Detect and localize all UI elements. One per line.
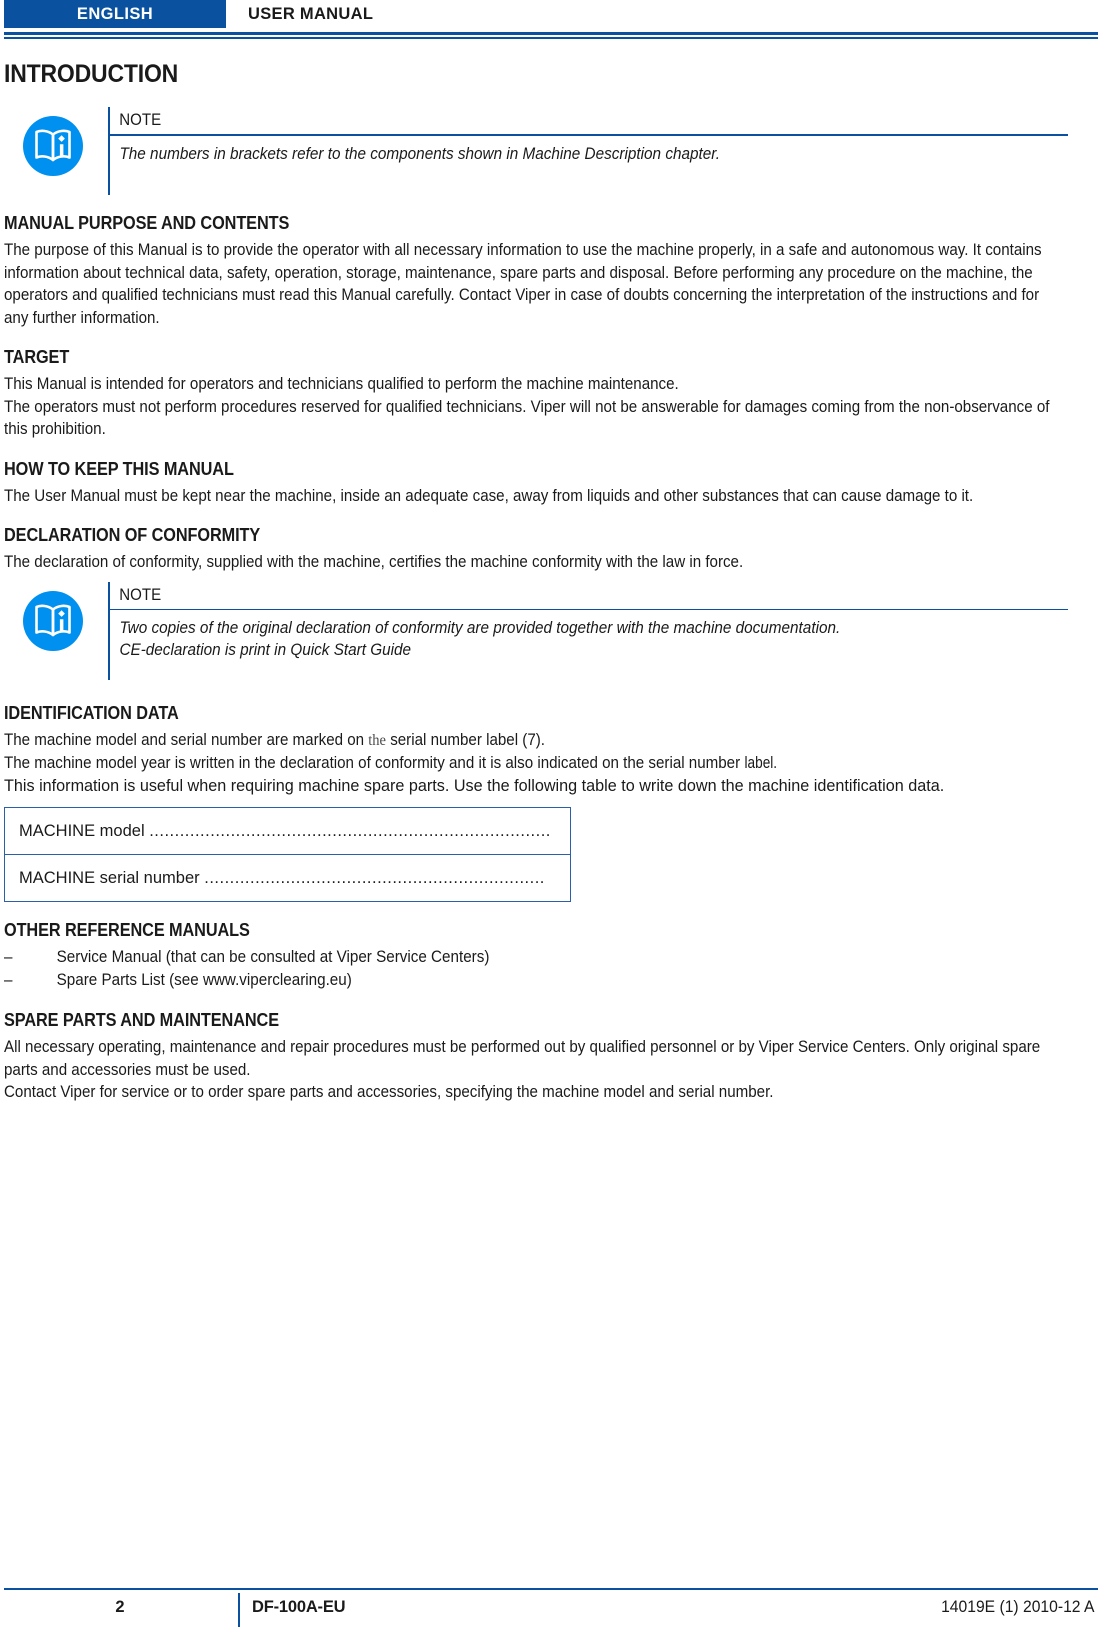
footer-model-code: DF-100A-EU	[252, 1598, 346, 1616]
footer-rule	[4, 1588, 1098, 1590]
header-rule-thin	[4, 37, 1098, 39]
section-heading-how-to-keep: HOW TO KEEP THIS MANUAL	[4, 457, 234, 479]
footer-document-code: 14019E (1) 2010-12 A	[940, 1598, 1094, 1616]
other-reference-manuals-list	[4, 946, 1064, 992]
section-heading-other-reference-manuals: OTHER REFERENCE MANUALS	[4, 919, 250, 940]
note-text-line: CE-declaration is print in Quick Start Guide	[119, 641, 412, 660]
footer-separator	[238, 1593, 240, 1627]
section-heading-manual-purpose: MANUAL PURPOSE AND CONTENTS	[4, 212, 290, 233]
note-label: NOTE	[119, 585, 162, 604]
list-item	[4, 946, 1000, 969]
note-body	[108, 582, 1064, 680]
section-heading-spare-parts-and-maintenance: SPARE PARTS AND MAINTENANCE	[4, 1009, 279, 1030]
page-header	[0, 0, 1102, 28]
footer-page-number: 2	[115, 1598, 125, 1616]
table-cell-dotted-fill: ...............................................................................	[149, 821, 551, 840]
note-text	[110, 136, 1074, 165]
identification-line1-part2: serial number label (7).	[385, 730, 545, 749]
list-dash-marker: –	[4, 948, 13, 966]
note-text-line: The numbers in brackets refer to the components shown in Machine Description chapter.	[119, 144, 721, 163]
section-body-spare-parts-line1: All necessary operating, maintenance and repair procedures must be performed out by qualified personnel or by Viper Service Centers. Only original spare parts and accessories must be used.	[4, 1038, 1041, 1079]
section-body-spare-parts-line2: Contact Viper for service or to order spare parts and accessories, specifying the machine model and serial number.	[4, 1083, 774, 1101]
list-item-label: Service Manual (that can be consulted at Viper Service Centers)	[56, 948, 490, 966]
table-cell-label: MACHINE serial number	[19, 868, 200, 887]
table-row	[5, 808, 571, 855]
page-footer	[4, 1593, 1098, 1627]
note-text	[110, 610, 1074, 661]
table-cell-machine-serial-number[interactable]	[5, 855, 571, 902]
note-callout	[4, 107, 1064, 195]
section-body-target-line1: This Manual is intended for operators and technicians qualified to perform the machine maintenance.	[4, 375, 679, 393]
section-body-target-line2: The operators must not perform procedures reserved for qualified technicians. Viper will not be answerable for damages coming from the non-observance of this prohibition.	[4, 397, 1050, 438]
note-text-line: Two copies of the original declaration of conformity are provided together with the machine documentation.	[119, 619, 841, 638]
section-heading-declaration-of-conformity: DECLARATION OF CONFORMITY	[4, 524, 261, 545]
header-document-type: USER MANUAL	[248, 4, 374, 23]
section-body-manual-purpose: The purpose of this Manual is to provide the operator with all necessary information to use the machine properly, in a safe and autonomous way. It contains information about technical data, safety, operation, storage, maintenance, spare parts and disposal. Before performing any procedure on the machine, the operators and qualified technicians must read this Manual carefully. Contact Viper in case of doubts concerning the interpretation of the instructions and for any further information.	[4, 241, 1042, 327]
list-item-label: Spare Parts List (see www.viperclearing.eu)	[56, 971, 352, 989]
page-content	[4, 60, 1064, 1104]
identification-data-table	[4, 807, 571, 902]
section-body-identification-line1	[4, 729, 1063, 753]
section-heading-target: TARGET	[4, 346, 70, 367]
read-manual-info-icon	[22, 590, 84, 652]
section-heading-identification-data: IDENTIFICATION DATA	[4, 701, 179, 723]
identification-line1-part1: The machine model and serial number are marked on	[4, 730, 369, 749]
table-cell-machine-model[interactable]	[5, 808, 571, 855]
read-manual-info-icon	[22, 115, 84, 177]
section-body-how-to-keep: The User Manual must be kept near the machine, inside an adequate case, away from liquids and other substances that can cause damage to it.	[4, 486, 974, 505]
note-body	[108, 107, 1064, 195]
note-label: NOTE	[119, 111, 162, 129]
page-title: INTRODUCTION	[4, 60, 179, 88]
note-callout	[4, 582, 1064, 680]
table-cell-label: MACHINE model	[19, 821, 145, 840]
identification-line2-label: label.	[744, 754, 777, 772]
table-cell-dotted-fill: ...................................................................	[204, 868, 545, 887]
identification-line1-the: the	[368, 731, 386, 749]
list-item	[4, 969, 1000, 992]
section-body-identification-line2	[4, 752, 1063, 775]
section-body-declaration-of-conformity: The declaration of conformity, supplied with the machine, certifies the machine conformity with the law in force.	[4, 553, 744, 571]
section-body-identification-line3: This information is useful when requiring machine spare parts. Use the following table to write down the machine identification data.	[4, 776, 945, 795]
header-rule-thick	[4, 32, 1098, 35]
identification-line2-part1: The machine model year is written in the declaration of conformity and it is also indicated on the serial number	[4, 754, 745, 772]
list-dash-marker: –	[4, 971, 13, 989]
header-language-tab: ENGLISH	[4, 0, 226, 28]
table-row	[5, 855, 571, 902]
